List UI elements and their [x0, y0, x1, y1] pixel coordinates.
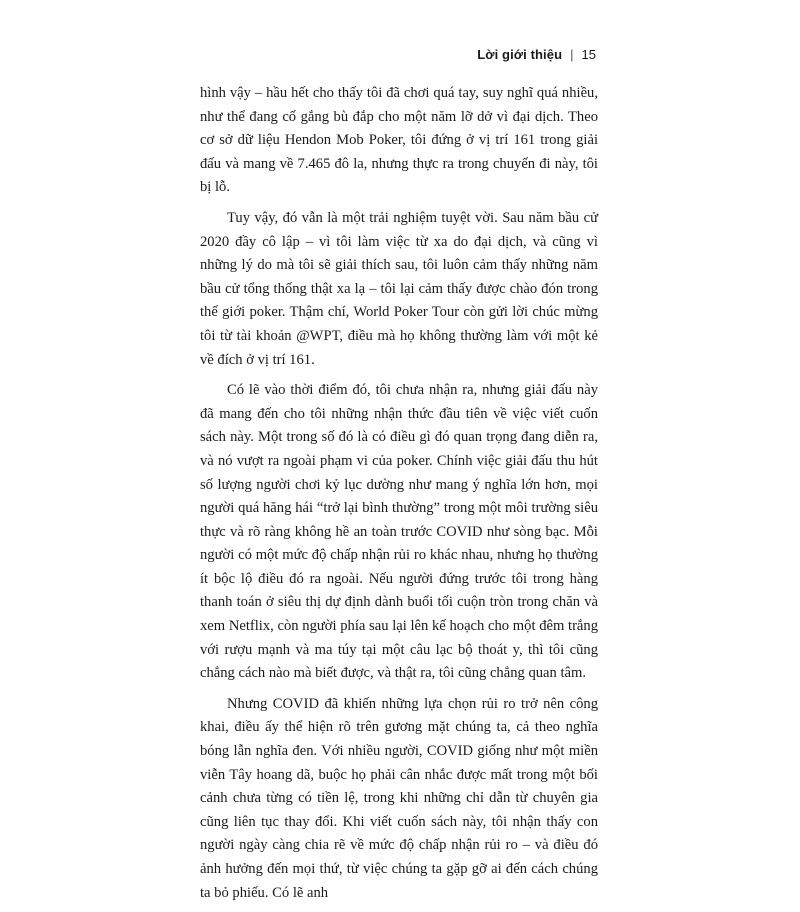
- paragraph-4: Nhưng COVID đã khiến những lựa chọn rủi ro trở nên công khai, điều ấy thể hiện rõ trên gương mặt chúng ta, cả theo nghĩa bóng lẫn nghĩa đen. Với nhiều người, COVID giống như một miền viễn Tây hoang dã, buộc họ phải cân nhắc được mất trong một bối cảnh chưa từng có tiền lệ, trong khi những chỉ dẫn từ chuyên gia cũng liên tục thay đổi. Khi viết cuốn sách này, tôi nhận thấy con người ngày càng chia rẽ về mức độ chấp nhận rủi ro – và điều đó ảnh hưởng đến mọi thứ, từ việc chúng ta gặp gỡ ai đến cách chúng ta bỏ phiếu. Có lẽ anh: [200, 695, 598, 901]
- running-header: [477, 47, 596, 62]
- paragraph-2: Tuy vậy, đó vẫn là một trải nghiệm tuyệt vời. Sau năm bầu cử 2020 đầy cô lập – vì tôi làm việc từ xa do đại dịch, và cũng vì những lý do mà tôi sẽ giải thích sau, tôi luôn cảm thấy những năm bầu cử tổng thống thật xa lạ – tôi lại cảm thấy được chào đón trong thế giới poker. Thậm chí, World Poker Tour còn gửi lời chúc mừng tôi từ tài khoản @WPT, điều mà họ không thường làm với một kẻ về đích ở vị trí 161.: [200, 209, 598, 368]
- page-number: 15: [581, 47, 596, 62]
- chapter-title: Lời giới thiệu: [477, 47, 563, 62]
- header-separator: |: [570, 47, 574, 62]
- paragraph-1: hình vậy – hầu hết cho thấy tôi đã chơi quá tay, suy nghĩ quá nhiều, như thể đang cố gắng bù đắp cho một năm lỡ dở vì đại dịch. Theo cơ sở dữ liệu Hendon Mob Poker, tôi đứng ở vị trí 161 trong giải đấu và mang về 7.465 đô la, nhưng thực ra trong chuyến đi này, tôi bị lỗ.: [200, 85, 598, 196]
- paragraph-3: Có lẽ vào thời điểm đó, tôi chưa nhận ra, nhưng giải đấu này đã mang đến cho tôi những nhận thức đầu tiên về việc viết cuốn sách này. Một trong số đó là có điều gì đó quan trọng đang diễn ra, và nó vượt ra ngoài phạm vi của poker. Chính việc giải đấu thu hút số lượng người chơi kỷ lục dường như mang ý nghĩa lớn hơn, mọi người quá hăng hái “trở lại bình thường” trong một môi trường siêu thực và rõ ràng không hề an toàn trước COVID như sòng bạc. Mỗi người có một mức độ chấp nhận rủi ro khác nhau, nhưng họ thường ít bộc lộ điều đó ra ngoài. Nếu người đứng trước tôi trong hàng thanh toán ở siêu thị dự định dành buổi tối cuộn tròn trong chăn và xem Netflix, còn người phía sau lại lên kế hoạch cho một đêm trắng với rượu mạnh và ma túy tại một câu lạc bộ thoát y, thì tôi cũng chẳng cách nào mà biết được, và thật ra, tôi cũng chẳng quan tâm.: [200, 382, 598, 682]
- body-text: [200, 82, 598, 912]
